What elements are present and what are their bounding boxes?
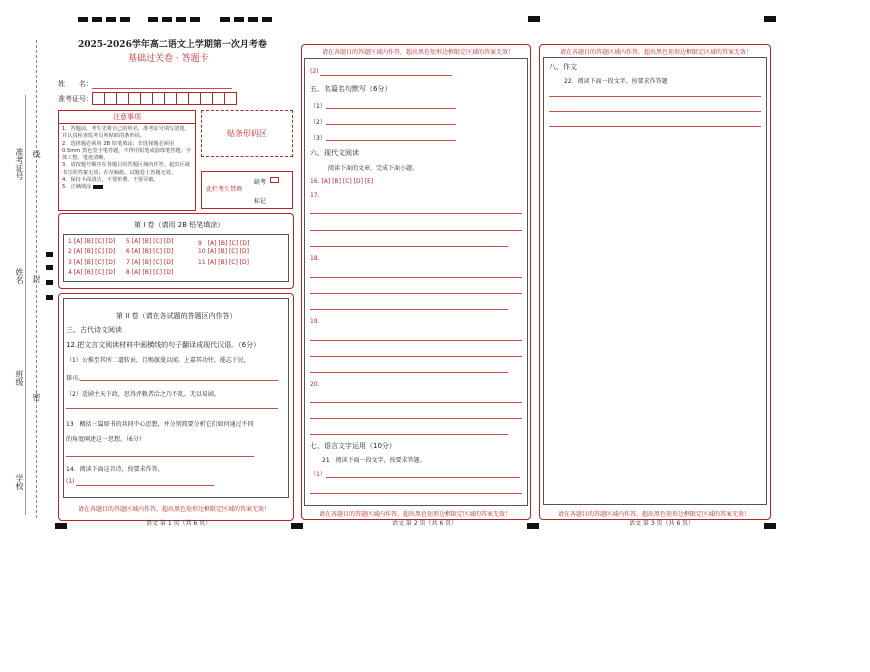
banner-bottom-1: 请在各题目的答题区域内作答，超出黑色矩形边框限定区域的答案无效！ — [78, 506, 271, 513]
answer-line[interactable] — [80, 380, 278, 381]
registration-mark — [220, 17, 230, 22]
col2-frame — [304, 58, 528, 506]
choice-item[interactable]: 7 [A] [B] [C] [D] — [126, 259, 174, 266]
blank-3-label: （3） — [310, 135, 326, 142]
side-label-school: 学校 — [15, 474, 24, 490]
footer-page-3: 语文 第 3 页（共 6 页） — [629, 520, 695, 527]
choice-item[interactable]: 2 [A] [B] [C] [D] — [68, 248, 116, 255]
part2-title: 第 II 卷（请在各试题的答题区内作答） — [116, 312, 237, 320]
q12-text: 12.把文言文阅读材料中画横线的句子翻译成现代汉语。（6分） — [66, 341, 261, 349]
answer-line[interactable] — [310, 434, 508, 435]
choice-item[interactable]: 1 [A] [B] [C] [D] — [68, 238, 116, 245]
registration-mark — [248, 17, 258, 22]
absent-label: 此栏考生禁填 — [206, 186, 243, 193]
registration-mark — [55, 523, 67, 529]
choice-item[interactable]: 8 [A] [B] [C] [D] — [126, 269, 174, 276]
answer-line[interactable] — [326, 108, 456, 109]
notice-item: 4．保持卡面清洁，不要折叠、不要弄破。 — [62, 177, 159, 184]
blank-2-label: （2） — [310, 119, 326, 126]
q14-text: 14．阅读下面这首诗，按要求作答。 — [66, 466, 164, 473]
answer-line[interactable] — [310, 418, 522, 419]
side-mark — [46, 280, 53, 285]
answer-line[interactable] — [310, 230, 522, 231]
answer-line[interactable] — [310, 372, 508, 373]
answer-line[interactable] — [310, 293, 522, 294]
answer-line[interactable] — [66, 456, 254, 457]
choice-item[interactable]: 9 [A] [B] [C] [D] — [198, 240, 250, 247]
answer-line[interactable] — [310, 213, 522, 214]
choice-item[interactable]: 4 [A] [B] [C] [D] — [68, 269, 116, 276]
notice-item: 1．答题前，考生先将自己的姓名，准考证号填写清楚，并认真检查监考员所粘贴的条形码。 — [62, 126, 190, 140]
answer-line[interactable] — [326, 124, 456, 125]
banner-bottom-3: 请在各题目的答题区域内作答，超出黑色矩形边框限定区域的答案无效！ — [558, 511, 751, 518]
registration-mark — [92, 17, 102, 22]
registration-mark — [190, 17, 200, 22]
registration-mark — [262, 17, 272, 22]
seal-label: 封 — [32, 275, 41, 283]
exam-subtitle: 基础过关卷 · 答题卡 — [128, 54, 209, 64]
absent-mark-label: 缺考 — [254, 179, 267, 186]
q13-cont: 的角度阐述这一思想。（6分） — [66, 436, 145, 443]
side-label-name: 姓名 — [15, 268, 24, 284]
q19-label: 19. — [310, 318, 320, 325]
choice-item[interactable]: 3 [A] [B] [C] [D] — [68, 259, 116, 266]
registration-mark — [234, 17, 244, 22]
name-input-line[interactable] — [92, 88, 232, 89]
notice-title: 注意事项 — [59, 111, 195, 124]
answer-line[interactable] — [310, 277, 522, 278]
choice-item[interactable]: 10 [A] [B] [C] [D] — [198, 248, 250, 255]
q12-1-cont: 择司。 — [66, 375, 85, 382]
q21-1-label: （1） — [310, 471, 326, 478]
q12-2-text: （2）适剧主天下政，思得评敕者洽之乃不乱。无以易剧。 — [66, 391, 220, 398]
barcode-area — [201, 110, 293, 157]
side-mark — [46, 265, 53, 270]
side-mark — [46, 295, 53, 300]
answer-line[interactable] — [310, 340, 522, 341]
banner-bottom-2: 请在各题目的答题区域内作答，超出黑色矩形边框限定区域的答案无效！ — [319, 511, 512, 518]
answer-line[interactable] — [326, 477, 520, 478]
mark-label: 标记 — [254, 198, 267, 205]
absent-box — [201, 171, 293, 209]
section6-instruction: 阅读下面的文章，完成下面小题。 — [328, 165, 419, 172]
side-mark — [46, 252, 53, 257]
registration-mark — [78, 17, 88, 22]
absent-checkbox[interactable] — [270, 177, 279, 183]
registration-mark — [527, 523, 539, 529]
registration-mark — [106, 17, 116, 22]
q15-2-label: (2) — [310, 68, 319, 75]
essay-line[interactable] — [549, 126, 761, 127]
answer-line[interactable] — [310, 356, 522, 357]
col3-frame — [543, 57, 767, 505]
banner-top-3: 请在各题目的答题区域内作答，超出黑色矩形边框限定区域的答案无效！ — [560, 49, 753, 56]
choice-item[interactable]: 5 [A] [B] [C] [D] — [126, 238, 174, 245]
q12-1-text: （1）公推至其所二道转贡，且赐旗曼以闻。上嘉其功往，能志于民， — [66, 357, 250, 364]
answer-line[interactable] — [310, 493, 522, 494]
notice-item: 5．正确填涂 — [62, 184, 92, 191]
id-number-boxes[interactable] — [92, 92, 236, 105]
notice-box — [58, 110, 196, 211]
part1-title: 第 I 卷（请用 2B 铅笔填涂） — [134, 221, 225, 229]
q14-1-label: (1) — [66, 478, 75, 485]
registration-mark — [148, 17, 158, 22]
answer-line[interactable] — [310, 246, 508, 247]
answer-line[interactable] — [76, 485, 214, 486]
footer-page-1: 语文 第 1 页（共 6 页） — [146, 520, 212, 527]
cut-line-label: 线 — [32, 150, 41, 158]
answer-line[interactable] — [66, 408, 278, 409]
secret-label: 密 — [32, 393, 41, 401]
essay-line[interactable] — [549, 111, 761, 112]
side-label-id: 准考证号 — [15, 148, 24, 180]
notice-item: 2．选择题必须用 2B 铅笔填涂；非选择题必须用 0.5mm 黑色签字笔答题，不得用铅笔或圆珠笔答题；字体工整、笔迹清晰。 — [62, 140, 191, 162]
choice-item[interactable]: 11 [A] [B] [C] [D] — [198, 259, 250, 266]
blank-1-label: （1） — [310, 103, 326, 110]
name-label: 姓 名： — [58, 80, 93, 88]
notice-list — [59, 124, 195, 194]
q13-text: 13 概括三篇原书的共同中心思想，并分别简要分析它们如何通过不同 — [66, 421, 254, 428]
q21-text: 21 阅读下面一段文字，按要求答题。 — [322, 457, 426, 464]
answer-line[interactable] — [310, 309, 508, 310]
registration-mark — [764, 523, 776, 529]
barcode-label: 贴条形码区 — [227, 129, 267, 138]
registration-mark — [528, 16, 540, 22]
section3-heading: 三、古代诗文阅读 — [66, 326, 122, 334]
notice-item: 3．请按题号顺序在各题目的答题区域内作答，超出区域书写的答案无效；在草稿纸、试题卷上答题无效。 — [62, 162, 190, 176]
answer-line[interactable] — [320, 75, 452, 76]
section7-heading: 七、语言文字运用（10分） — [310, 442, 396, 450]
q22-text: 22．阅读下面一段文字，按要求作答题 — [564, 78, 668, 85]
q20-label: 20. — [310, 381, 320, 388]
q17-label: 17. — [310, 192, 320, 199]
essay-line[interactable] — [549, 96, 761, 97]
q16-choices[interactable]: 16. [A] [B] [C] [D] [E] — [310, 178, 374, 185]
footer-page-2: 语文 第 2 页（共 6 页） — [392, 520, 458, 527]
section5-heading: 五、名篇名句默写（6分） — [310, 85, 392, 93]
section6-heading: 六、现代文阅读 — [310, 149, 359, 157]
registration-mark — [291, 523, 303, 529]
registration-mark — [176, 17, 186, 22]
fill-sample — [93, 185, 103, 189]
banner-top-2: 请在各题目的答题区域内作答，超出黑色矩形边框限定区域的答案无效！ — [322, 49, 515, 56]
id-label: 准考证号： — [58, 95, 93, 103]
registration-mark — [764, 16, 776, 22]
registration-mark — [120, 17, 130, 22]
choice-item[interactable]: 6 [A] [B] [C] [D] — [126, 248, 174, 255]
exam-title: 2025-2026学年高二语文上学期第一次月考卷 — [78, 40, 267, 50]
q18-label: 18. — [310, 255, 320, 262]
side-label-class: 班级 — [15, 370, 24, 386]
answer-line[interactable] — [310, 402, 522, 403]
registration-mark — [162, 17, 172, 22]
side-write-line — [25, 95, 26, 515]
section8-heading: 八、作文 — [549, 63, 577, 71]
answer-line[interactable] — [326, 140, 456, 141]
